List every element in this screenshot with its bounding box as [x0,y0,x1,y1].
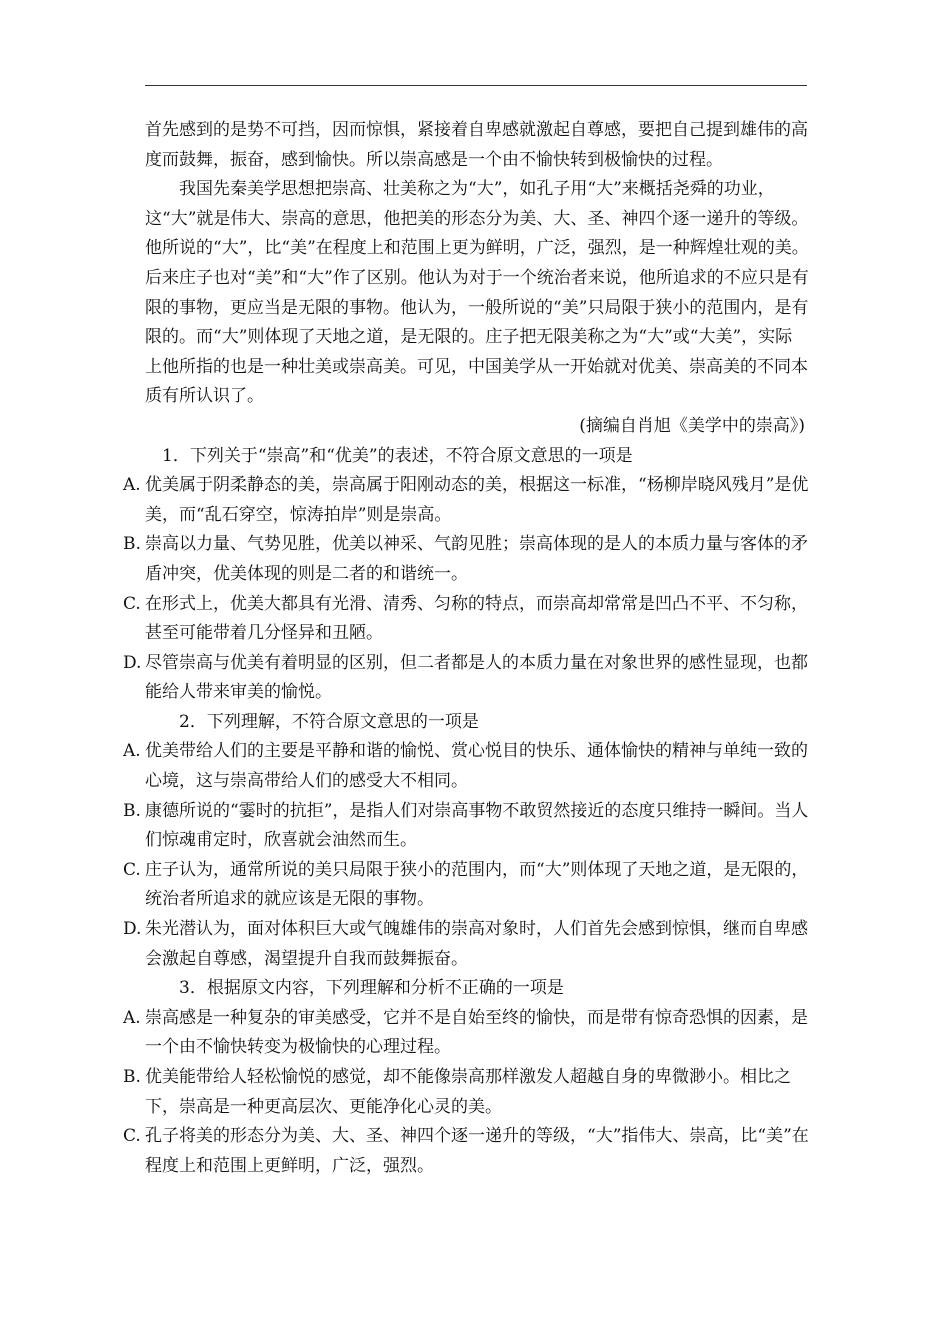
option-text: 在形式上，优美大都具有光滑、清秀、匀称的特点，而崇高却常常是凹凸不平、不匀称，甚至可能带着几分怪异和丑陋。 [145,593,808,644]
passage-source: (摘编自肖旭《美学中的崇高》) [579,415,805,436]
question-2-option-d[interactable] [123,915,809,974]
passage-paragraph-2: 我国先秦美学思想把崇高、壮美称之为“大”，如孔子用“大”来概括尧舜的功业，这“大”就是伟大、崇高的意思，他把美的形态分为美、大、圣、神四个逐一递升的等级。他所说的“大”，比“美”在程度上和范围上更为鲜明，广泛，强烈，是一种辉煌壮观的美。后来庄子也对“美”和“大”作了区别。他认为对于一个统治者来说，他所追求的不应只是有限的事物，更应当是无限的事物。他认为，一般所说的“美”只局限于狭小的范围内，是有限的。而“大”则体现了天地之道，是无限的。庄子把无限美称之为“大”或“大美”，实际上他所指的也是一种壮美或崇高美。可见，中国美学从一开始就对优美、崇高美的不同本质有所认识了。 [145,179,809,407]
option-text: 优美属于阴柔静态的美，崇高属于阳刚动态的美，根据这一标准，“杨柳岸晓风残月”是优美，而“乱石穿空，惊涛拍岸”则是崇高。 [145,475,809,525]
question-2-option-a[interactable] [123,737,809,796]
option-text: 尽管崇高与优美有着明显的区别，但二者都是人的本质力量在对象世界的感性显现，也都能给人带来审美的愉悦。 [145,652,808,703]
option-text: 康德所说的“霎时的抗拒”，是指人们对崇高事物不敢贸然接近的态度只维持一瞬间。当人们惊魂甫定时，欣喜就会油然而生。 [145,800,809,851]
question-2-option-b[interactable] [123,797,809,856]
option-text: 朱光潜认为，面对体积巨大或气魄雄伟的崇高对象时，人们首先会感到惊惧，继而自卑感会激起自尊感，渴望提升自我而鼓舞振奋。 [145,919,808,969]
question-2-title: 2．下列理解，不符合原文意思的一项是 [179,711,479,732]
option-letter: A. [123,741,141,762]
option-letter: A. [123,475,141,496]
question-3-option-c[interactable] [123,1122,809,1181]
question-3-title: 3．根据原文内容，下列理解和分析不正确的一项是 [179,978,564,999]
option-letter: D. [123,919,142,940]
option-letter: C. [123,593,141,614]
option-letter: B. [123,800,141,821]
question-2-option-c[interactable] [123,856,809,915]
question-3-option-a[interactable] [123,1004,809,1063]
option-letter: B. [123,534,141,555]
option-text: 孔子将美的形态分为美、大、圣、神四个逐一递升的等级，“大”指伟大、崇高，比“美”在程度上和范围上更鲜明，广泛，强烈。 [145,1126,809,1176]
header-rule [145,85,807,86]
option-text: 优美带给人们的主要是平静和谐的愉悦、赏心悦目的快乐、通体愉快的精神与单纯一致的心境，这与崇高带给人们的感受大不相同。 [145,741,808,792]
question-3-option-b[interactable] [123,1063,809,1122]
option-letter: C. [123,859,141,880]
passage-paragraph-1: 首先感到的是势不可挡，因而惊惧，紧接着自卑感就激起自尊感，要把自己提到雄伟的高度而鼓舞，振奋，感到愉快。所以崇高感是一个由不愉快转到极愉快的过程。 [145,120,808,170]
question-1-title: 1．下列关于“崇高”和“优美”的表述，不符合原文意思的一项是 [162,445,633,466]
option-letter: A. [123,1007,141,1028]
document-body [123,116,809,1181]
question-1-option-d[interactable] [123,649,809,708]
option-text: 优美能带给人轻松愉悦的感觉，却不能像崇高那样激发人超越自身的卑微渺小。相比之下，崇高是一种更高层次、更能净化心灵的美。 [145,1067,791,1117]
question-1-option-b[interactable] [123,530,809,589]
option-letter: C. [123,1126,141,1147]
option-letter: B. [123,1067,141,1087]
option-text: 庄子认为，通常所说的美只局限于狭小的范围内，而“大”则体现了天地之道，是无限的，统治者所追求的就应该是无限的事物。 [145,859,809,910]
question-1-option-c[interactable] [123,590,809,649]
option-text: 崇高以力量、气势见胜，优美以神采、气韵见胜；崇高体现的是人的本质力量与客体的矛盾冲突，优美体现的则是二者的和谐统一。 [145,534,808,584]
option-text: 崇高感是一种复杂的审美感受，它并不是自始至终的愉快，而是带有惊奇恐惧的因素，是一个由不愉快转变为极愉快的心理过程。 [145,1007,808,1058]
question-1-option-a[interactable] [123,471,809,530]
option-letter: D. [123,652,142,673]
